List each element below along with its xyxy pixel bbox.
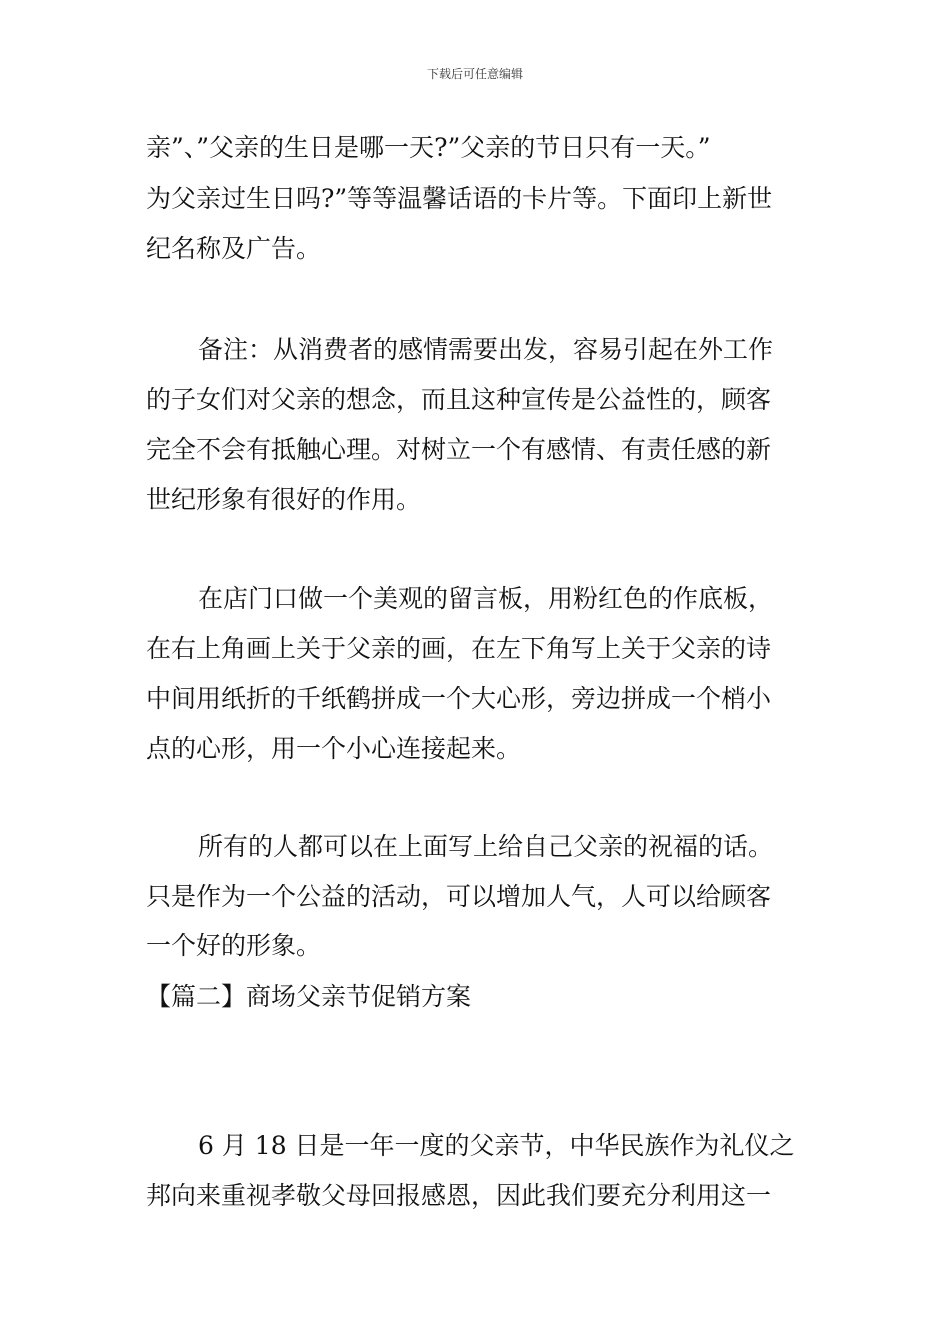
text-line: 所有的人都可以在上面写上给自己父亲的祝福的话。 (198, 832, 774, 861)
text-line: 亲”、”父亲的生日是哪一天?”父亲的节日只有一天。” (146, 133, 711, 162)
text-line: 一个好的形象。 (146, 931, 322, 960)
page-header: 下载后可任意编辑 (426, 67, 523, 81)
text-line: 6 月 18 日是一年一度的父亲节，中华民族作为礼仪之 (198, 1131, 795, 1160)
text-line: 在店门口做一个美观的留言板，用粉红色的作底板， (198, 584, 774, 613)
text-line: 的子女们对父亲的想念，而且这种宣传是公益性的，顾客 (146, 385, 772, 414)
text-line: 中间用纸折的千纸鹤拼成一个大心形，旁边拼成一个梢小 (146, 684, 772, 713)
text-line: 邦向来重视孝敬父母回报感恩，因此我们要充分利用这一 (146, 1181, 772, 1210)
text-line: 纪名称及广告。 (146, 234, 322, 263)
text-line: 点的心形，用一个小心连接起来。 (146, 734, 522, 763)
text-line: 在右上角画上关于父亲的画，在左下角写上关于父亲的诗 (146, 634, 772, 663)
text-line: 完全不会有抵触心理。对树立一个有感情、有责任感的新 (146, 435, 772, 464)
text-line: 备注：从消费者的感情需要出发，容易引起在外工作 (198, 335, 774, 364)
text-line: 为父亲过生日吗?”等等温馨话语的卡片等。下面印上新世 (146, 184, 773, 213)
text-line: 只是作为一个公益的活动，可以增加人气，人可以给顾客 (146, 882, 772, 911)
text-line: 世纪形象有很好的作用。 (146, 485, 422, 514)
section-heading: 【篇二】商场父亲节促销方案 (146, 982, 472, 1011)
